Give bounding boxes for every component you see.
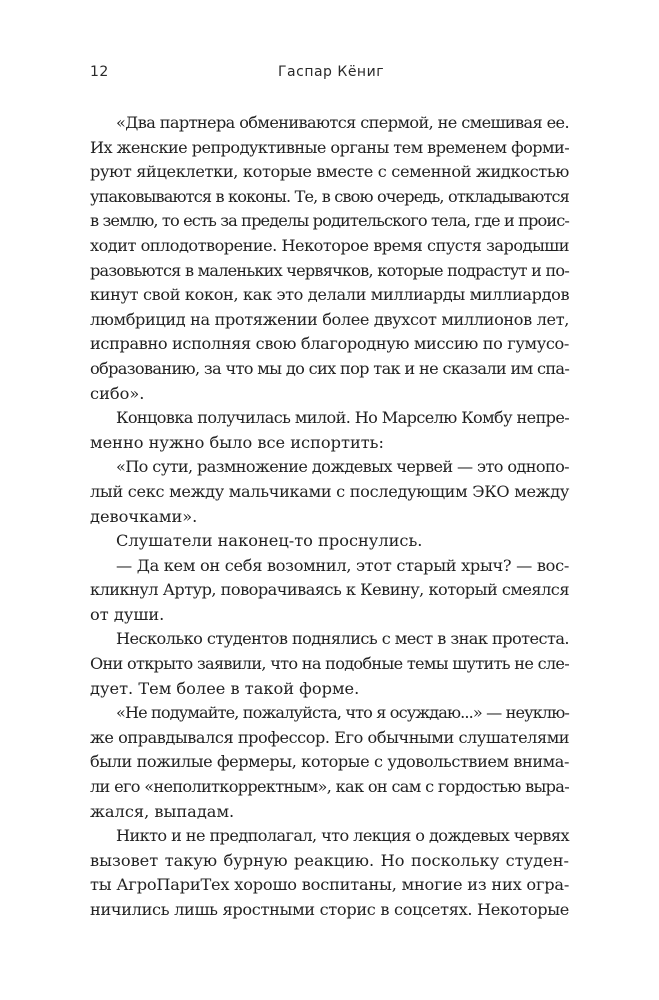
text-line: вызовет такую бурную реакцию. Но поскольку студен- (90, 850, 569, 870)
text-line: кинут свой кокон, как это делали миллиарды миллиардов (90, 285, 570, 305)
text-line: ничились лишь яростными сторис в соцсетях. Некоторые (90, 900, 569, 919)
text-line: руют яйцеклетки, которые вместе с семенной жидкостью (90, 162, 569, 182)
text-line: сибо». (90, 383, 145, 403)
text-line: ходит оплодотворение. Некоторое время спустя зародыши (90, 235, 569, 255)
text-line: Слушатели наконец-то проснулись. (116, 531, 423, 551)
text-line: от души. (90, 604, 165, 624)
text-line: менно нужно было все испортить: (90, 432, 384, 452)
text-line: Их женские репродуктивные органы тем временем форми- (90, 137, 570, 157)
text-line: Несколько студентов поднялись с мест в знак протеста. (116, 629, 569, 649)
text-line: лый секс между мальчиками с последующим ЭКО между (90, 481, 569, 501)
text-line: же оправдывался профессор. Его обычными слушателями (90, 727, 570, 747)
text-line: Никто и не предполагал, что лекция о дождевых червях (116, 826, 569, 846)
text-line: кликнул Артур, поворачиваясь к Кевину, который смеялся (90, 580, 569, 600)
text-line: упаковываются в коконы. Те, в свою очередь, откладываются (90, 186, 569, 206)
text-line: жался, выпадам. (90, 801, 235, 821)
running-header (90, 64, 571, 84)
text-line: Концовка получилась милой. Но Марселю Комбу непре- (116, 408, 570, 428)
body-text (90, 111, 569, 923)
text-line: были пожилые фермеры, которые с удовольствием внима- (90, 752, 569, 772)
text-line: ты АгроПариТех хорошо воспитаны, многие из них огра- (90, 875, 570, 895)
text-line: «Не подумайте, пожалуйста, что я осуждаю...» — неуклю- (116, 703, 569, 723)
text-line: в землю, то есть за пределы родительского тела, где и проис- (90, 211, 569, 231)
text-line: исправно исполняя свою благородную миссию по гумусо- (90, 334, 570, 354)
text-line: дует. Тем более в такой форме. (90, 678, 360, 698)
text-line: люмбрицид на протяжении более двухсот миллионов лет, (90, 309, 569, 329)
text-line: «По сути, размножение дождевых червей — это однопо- (116, 457, 569, 477)
text-line: девочками». (90, 506, 198, 526)
text-line: — Да кем он себя возомнил, этот старый хрыч? — вос- (116, 555, 570, 575)
text-line: «Два партнера обмениваются спермой, не смешивая ее. (116, 113, 569, 132)
running-title: Гаспар Кёниг (278, 64, 385, 80)
text-line: Они открыто заявили, что на подобные темы шутить не сле- (90, 654, 569, 674)
page-number: 12 (90, 64, 109, 80)
text-line: разовьются в маленьких червячков, которые подрастут и по- (90, 260, 569, 280)
text-line: ли его «неполиткорректным», как он сам с гордостью выра- (90, 777, 569, 797)
text-line: образованию, за что мы до сих пор так и не сказали им спа- (90, 358, 570, 378)
